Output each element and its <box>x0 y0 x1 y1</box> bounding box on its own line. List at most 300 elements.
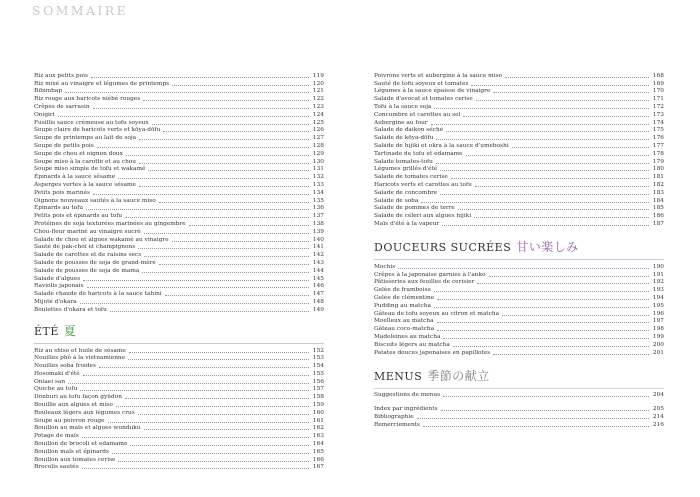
toc-leader-dots <box>108 422 309 423</box>
toc-entry <box>374 80 664 88</box>
toc-leader-dots <box>159 264 309 265</box>
toc-entry <box>374 286 664 294</box>
toc-leader-dots <box>65 92 309 93</box>
toc-entry-page: 196 <box>652 310 664 317</box>
toc-entry-page: 132 <box>312 174 324 181</box>
toc-entry <box>34 103 324 111</box>
toc-entry-page: 178 <box>652 150 664 157</box>
toc-entry-label: Concombre et carottes au sel <box>374 111 461 118</box>
toc-leader-dots <box>505 77 649 78</box>
toc-leader-dots <box>172 241 309 242</box>
toc-entry-label: Soupe de petits pois <box>34 142 94 149</box>
toc-leader-dots <box>93 194 309 195</box>
toc-leader-dots <box>436 163 649 164</box>
toc-entry-label: Oignons nouveaux sautés à la sauce miso <box>34 197 156 204</box>
toc-entry-label: Petits pois et épinards au tofu <box>34 213 123 220</box>
toc-entry <box>374 134 664 142</box>
toc-entry-label: Bouillie aux algues et miso <box>34 402 113 409</box>
toc-entry <box>34 448 324 456</box>
toc-entry-label: Salade de tomates cerise <box>374 174 448 181</box>
section-douceurs-rule <box>374 259 664 260</box>
toc-entry <box>34 142 324 150</box>
toc-leader-dots <box>437 299 649 300</box>
toc-entry-page: 198 <box>652 326 664 333</box>
toc-entry-page: 147 <box>312 291 324 298</box>
toc-entry-label: Épinards au tofu <box>34 205 84 212</box>
toc-entry-label: Salade tomates-tofu <box>374 158 433 165</box>
toc-entry-label: Fusillis sauce crémeuse au tofu soyeux <box>34 119 149 126</box>
toc-leader-dots <box>502 315 649 316</box>
toc-leader-dots <box>434 108 649 109</box>
toc-leader-dots <box>440 170 649 171</box>
toc-entry <box>34 275 324 283</box>
toc-entry-label: Bouillon de brocoli et edamame <box>34 441 128 448</box>
toc-entry-label: Poivrons verts et aubergine à la sauce miso <box>374 72 502 79</box>
toc-entry <box>34 244 324 252</box>
toc-leader-dots <box>440 194 649 195</box>
toc-entry-label: Salade de kōya-dōfu <box>374 135 434 142</box>
toc-leader-dots <box>142 272 309 273</box>
toc-entry <box>34 251 324 259</box>
toc-leader-dots <box>83 375 309 376</box>
toc-entry-page: 137 <box>312 213 324 220</box>
toc-entry <box>374 181 664 189</box>
toc-entry-label: Petits pois marinés <box>34 189 90 196</box>
toc-entry-label: Gelée de clémentine <box>374 294 435 301</box>
toc-entry <box>34 181 324 189</box>
toc-entry-page: 153 <box>312 355 324 362</box>
toc-entry-page: 155 <box>312 370 324 377</box>
toc-entry-page: 170 <box>652 88 664 95</box>
toc-entry-label: Salade de hijiki et okra à la sauce d'umeboshi <box>374 142 509 149</box>
toc-leader-dots <box>87 287 309 288</box>
section-douceurs-title: DOUCEURS SUCRÉES <box>374 240 512 254</box>
toc-entry-label: Bibliographie <box>374 413 414 420</box>
toc-leader-dots <box>441 410 649 411</box>
toc-leader-dots <box>118 178 309 179</box>
toc-entry-page: 158 <box>312 394 324 401</box>
toc-leader-dots <box>143 100 309 101</box>
toc-entry-label: Salade de pommes de terre <box>374 205 455 212</box>
toc-entry-label: Chou-fleur mariné au vinaigre sucré <box>34 228 141 235</box>
toc-entry-label: Salade de céleri aux algues hijiki <box>374 213 472 220</box>
toc-leader-dots <box>477 283 649 284</box>
toc-entry-page: 214 <box>652 413 664 420</box>
toc-leader-dots <box>163 131 309 132</box>
toc-list-menus <box>374 392 664 400</box>
toc-leader-dots <box>434 291 649 292</box>
toc-leader-dots <box>86 209 309 210</box>
toc-entry <box>374 263 664 271</box>
toc-entry-page: 167 <box>312 464 324 471</box>
toc-leader-dots <box>144 233 309 234</box>
toc-entry-page: 169 <box>652 80 664 87</box>
section-menus-title: MENUS <box>374 369 423 383</box>
toc-entry-page: 199 <box>652 333 664 340</box>
toc-entry-page: 130 <box>312 158 324 165</box>
toc-entry-page: 168 <box>652 72 664 79</box>
toc-entry-page: 123 <box>312 103 324 110</box>
toc-entry-label: Salade de concombre <box>374 189 438 196</box>
toc-entry-page: 171 <box>652 96 664 103</box>
toc-entry-page: 125 <box>312 119 324 126</box>
toc-leader-dots <box>118 461 309 462</box>
toc-leader-dots <box>91 77 309 78</box>
toc-entry-label: Salade d'avocat et tomates cerise <box>374 96 473 103</box>
toc-entry <box>34 236 324 244</box>
toc-entry <box>374 413 664 421</box>
toc-entry-label: Crêpes de sarrasin <box>34 103 90 110</box>
toc-leader-dots <box>493 92 649 93</box>
toc-entry-label: Raviolis japonais <box>34 283 84 290</box>
toc-entry-page: 148 <box>312 298 324 305</box>
toc-leader-dots <box>125 217 309 218</box>
toc-entry <box>374 72 664 80</box>
toc-leader-dots <box>443 338 649 339</box>
toc-entry <box>374 294 664 302</box>
toc-entry-label: Nouilles phô à la vietnamienne <box>34 355 126 362</box>
toc-entry-page: 166 <box>312 456 324 463</box>
toc-leader-dots <box>126 155 309 156</box>
toc-entry <box>374 197 664 205</box>
toc-entry-label: Brocolis sautés <box>34 464 79 471</box>
toc-entry-page: 152 <box>312 347 324 354</box>
toc-entry-label: Gâteau de tofu soyeux au citron et matcha <box>374 310 500 317</box>
section-ete-rule <box>34 343 324 344</box>
toc-entry <box>34 127 324 135</box>
toc-entry-label: Soupe claire de haricots verts et kōya-dōfu <box>34 127 161 134</box>
toc-entry-label: Gâteau coco-matcha <box>374 326 435 333</box>
toc-entry-label: Soupe de chou et oignon doux <box>34 150 123 157</box>
toc-entry-page: 175 <box>652 127 664 134</box>
toc-entry-label: Patates douces japonaises en papillotes <box>374 349 491 356</box>
toc-leader-dots <box>398 268 649 269</box>
toc-leader-dots <box>443 396 649 397</box>
toc-leader-dots <box>138 414 309 415</box>
toc-entry-label: Pudding au matcha <box>374 302 431 309</box>
toc-entry <box>34 362 324 370</box>
toc-entry-page: 133 <box>312 181 324 188</box>
toc-leader-dots <box>446 131 649 132</box>
toc-entry-label: Salade de pousses de soja de mama <box>34 267 140 274</box>
toc-entry <box>374 271 664 279</box>
toc-entry <box>374 310 664 318</box>
toc-entry <box>34 347 324 355</box>
toc-entry-page: 180 <box>652 166 664 173</box>
toc-entry-label: Soupe au poivron rouge <box>34 417 105 424</box>
toc-entry-page: 156 <box>312 378 324 385</box>
toc-entry-label: Soupe miso à la carotte et au chou <box>34 158 137 165</box>
toc-entry <box>34 306 324 314</box>
section-menus-heading <box>374 367 664 384</box>
toc-entry <box>34 298 324 306</box>
toc-entry-page: 177 <box>652 142 664 149</box>
toc-leader-dots <box>476 100 649 101</box>
toc-leader-dots <box>453 346 649 347</box>
toc-entry <box>374 421 664 429</box>
toc-entry-page: 201 <box>652 349 664 356</box>
toc-entry <box>34 119 324 127</box>
toc-entry <box>374 166 664 174</box>
toc-entry-label: Hosomaki d'été <box>34 370 80 377</box>
toc-entry-label: Moelleux au matcha <box>374 318 434 325</box>
toc-entry-label: Potage de maïs <box>34 433 79 440</box>
toc-entry-label: Salade d'algues <box>34 275 81 282</box>
toc-entry <box>374 173 664 181</box>
toc-entry <box>374 95 664 103</box>
toc-list-ete <box>34 347 324 472</box>
toc-leader-dots <box>423 426 649 427</box>
toc-leader-dots <box>437 322 649 323</box>
toc-entry-page: 191 <box>652 271 664 278</box>
toc-entry <box>34 401 324 409</box>
toc-leader-dots <box>58 116 309 117</box>
toc-entry-page: 197 <box>652 318 664 325</box>
toc-list-douceurs <box>374 263 664 357</box>
toc-entry-page: 129 <box>312 150 324 157</box>
toc-entry-label: Onigiri <box>34 111 55 118</box>
toc-entry <box>34 158 324 166</box>
toc-entry-page: 163 <box>312 433 324 440</box>
toc-entry-page: 134 <box>312 189 324 196</box>
toc-leader-dots <box>144 429 310 430</box>
section-ete-heading <box>34 322 324 339</box>
toc-entry-page: 122 <box>312 96 324 103</box>
toc-leader-dots <box>138 248 309 249</box>
toc-leader-dots <box>139 139 309 140</box>
toc-entry-page: 186 <box>652 213 664 220</box>
toc-left-column <box>34 72 324 471</box>
toc-entry-page: 182 <box>652 181 664 188</box>
toc-entry-page: 205 <box>652 406 664 413</box>
toc-entry-page: 136 <box>312 205 324 212</box>
toc-leader-dots <box>148 170 309 171</box>
toc-entry <box>374 220 664 228</box>
toc-entry-page: 144 <box>312 267 324 274</box>
toc-entry <box>34 228 324 236</box>
toc-leader-dots <box>434 307 649 308</box>
section-douceurs-kanji: 甘い楽しみ <box>516 239 579 254</box>
toc-entry-label: Bibimbap <box>34 88 63 95</box>
toc-entry-page: 162 <box>312 425 324 432</box>
toc-entry-label: Salade chaude de haricots à la sauce tahini <box>34 291 162 298</box>
toc-leader-dots <box>139 186 309 187</box>
toc-leader-dots <box>128 359 309 360</box>
section-menus-rule <box>374 388 664 389</box>
toc-leader-dots <box>82 468 309 469</box>
toc-entry-label: Sauté de tofu soyeux et tomates <box>374 80 469 87</box>
section-douceurs-heading <box>374 238 664 255</box>
toc-leader-dots <box>442 225 649 226</box>
toc-entry <box>34 456 324 464</box>
toc-entry <box>34 134 324 142</box>
toc-leader-dots <box>129 352 309 353</box>
toc-entry <box>374 341 664 349</box>
toc-entry <box>374 333 664 341</box>
toc-entry-label: Riz au shiso et huile de sésame <box>34 347 126 354</box>
toc-leader-dots <box>80 303 309 304</box>
toc-entry-label: Suggestions de menus <box>374 392 441 399</box>
toc-entry <box>374 88 664 96</box>
toc-leader-dots <box>112 453 309 454</box>
toc-entry <box>374 349 664 357</box>
section-menus-kanji: 季節の献立 <box>427 368 490 383</box>
toc-entry <box>34 370 324 378</box>
toc-entry-label: Légumes grillés d'été <box>374 166 438 173</box>
toc-entry-label: Index par ingrédients <box>374 406 438 413</box>
toc-entry <box>374 189 664 197</box>
section-ete-title: ÉTÉ <box>34 324 59 338</box>
toc-entry <box>374 111 664 119</box>
toc-entry-page: 200 <box>652 341 664 348</box>
toc-entry <box>374 279 664 287</box>
toc-entry-page: 192 <box>652 279 664 286</box>
toc-entry-page: 187 <box>652 220 664 227</box>
toc-entry-page: 185 <box>652 205 664 212</box>
toc-entry-page: 179 <box>652 158 664 165</box>
toc-list-spring <box>34 72 324 314</box>
toc-leader-dots <box>471 85 649 86</box>
toc-entry <box>34 386 324 394</box>
toc-entry <box>374 119 664 127</box>
toc-entry <box>374 142 664 150</box>
toc-entry-label: Riz rouge aux haricots niébé rouges <box>34 96 141 103</box>
toc-leader-dots <box>466 155 649 156</box>
toc-entry-page: 193 <box>652 287 664 294</box>
toc-entry <box>34 205 324 213</box>
toc-entry-label: Nouilles soba froides <box>34 363 96 370</box>
toc-entry <box>34 378 324 386</box>
toc-entry-label: Aubergine au four <box>374 119 428 126</box>
toc-entry <box>34 197 324 205</box>
toc-entry-page: 173 <box>652 111 664 118</box>
toc-leader-dots <box>68 383 309 384</box>
toc-entry-page: 176 <box>652 135 664 142</box>
toc-leader-dots <box>99 367 309 368</box>
toc-entry-page: 128 <box>312 142 324 149</box>
toc-entry-label: Bouillon au maïs et algues wunduku <box>34 425 141 432</box>
toc-entry-page: 119 <box>312 72 324 79</box>
toc-entry <box>34 80 324 88</box>
toc-entry <box>34 283 324 291</box>
toc-entry-label: Boulettes d'okara et tofu <box>34 306 107 313</box>
toc-entry <box>34 290 324 298</box>
toc-entry-page: 190 <box>652 263 664 270</box>
toc-entry <box>34 189 324 197</box>
toc-entry <box>34 95 324 103</box>
toc-entry <box>34 355 324 363</box>
toc-entry-label: Soupe de printemps au lait de soja <box>34 135 137 142</box>
toc-entry-label: Riz mixé au vinaigre et légumes de printemps <box>34 80 170 87</box>
toc-entry-label: Salade de daikon séché <box>374 127 444 134</box>
toc-entry-label: Tofu à la sauce soja <box>374 103 432 110</box>
toc-entry <box>374 150 664 158</box>
toc-entry-label: Tartinade de tofu et edamame <box>374 150 463 157</box>
toc-entry <box>34 267 324 275</box>
section-ete-kanji: 夏 <box>63 323 77 338</box>
toc-entry-label: Sauté de pak-choï et champignons <box>34 244 136 251</box>
toc-entry-page: 146 <box>312 283 324 290</box>
toc-leader-dots <box>144 256 309 257</box>
toc-entry <box>374 392 664 400</box>
toc-leader-dots <box>139 163 309 164</box>
toc-entry <box>34 464 324 472</box>
toc-entry-page: 159 <box>312 402 324 409</box>
toc-leader-dots <box>189 225 309 226</box>
toc-entry-label: Mochis <box>374 263 396 270</box>
toc-entry <box>34 432 324 440</box>
toc-entry-page: 165 <box>312 448 324 455</box>
toc-entry-label: Maïs d'été à la vapeur <box>374 220 440 227</box>
toc-entry-page: 140 <box>312 236 324 243</box>
toc-entry <box>34 72 324 80</box>
toc-entry <box>34 440 324 448</box>
toc-leader-dots <box>474 217 649 218</box>
toc-entry-page: 184 <box>652 197 664 204</box>
toc-entry-label: Biscuits légers au matcha <box>374 341 450 348</box>
toc-leader-dots <box>159 202 309 203</box>
toc-entry-label: Riz aux petits pois <box>34 72 88 79</box>
toc-entry <box>34 425 324 433</box>
toc-leader-dots <box>97 147 309 148</box>
toc-entry <box>34 212 324 220</box>
toc-entry-label: Mijoté d'okara <box>34 298 77 305</box>
toc-entry-page: 204 <box>652 392 664 399</box>
toc-entry-label: Donburi au tofu façon gyūdon <box>34 394 122 401</box>
toc-entry-label: Pâtisseries aux feuilles de cerisier <box>374 279 475 286</box>
toc-entry-page: 174 <box>652 119 664 126</box>
toc-leader-dots <box>83 280 309 281</box>
toc-entry-label: Remerciements <box>374 421 420 428</box>
toc-entry <box>34 111 324 119</box>
toc-entry-page: 216 <box>652 421 664 428</box>
toc-entry-page: 127 <box>312 135 324 142</box>
toc-list-ete-continued <box>374 72 664 228</box>
toc-entry <box>374 325 664 333</box>
toc-leader-dots <box>493 354 649 355</box>
toc-entry <box>374 205 664 213</box>
toc-entry <box>34 88 324 96</box>
toc-entry-page: 135 <box>312 197 324 204</box>
toc-leader-dots <box>125 398 309 399</box>
toc-entry-label: Gelée de framboise <box>374 287 431 294</box>
toc-entry-label: Crêpes à la japonaise garnies à l'anko <box>374 271 486 278</box>
toc-entry-page: 181 <box>652 174 664 181</box>
toc-leader-dots <box>431 124 649 125</box>
toc-entry-page: 121 <box>312 88 324 95</box>
toc-entry-page: 131 <box>312 166 324 173</box>
toc-entry-page: 195 <box>652 302 664 309</box>
toc-leader-dots <box>116 406 309 407</box>
toc-entry <box>34 150 324 158</box>
toc-leader-dots <box>437 330 649 331</box>
toc-entry <box>34 259 324 267</box>
toc-entry-page: 164 <box>312 441 324 448</box>
toc-entry-page: 161 <box>312 417 324 424</box>
toc-leader-dots <box>130 445 309 446</box>
toc-entry-page: 154 <box>312 363 324 370</box>
toc-entry <box>374 158 664 166</box>
toc-entry-page: 194 <box>652 294 664 301</box>
toc-entry-label: Oniaei san <box>34 378 66 385</box>
toc-entry-page: 183 <box>652 189 664 196</box>
toc-entry-page: 142 <box>312 252 324 259</box>
toc-leader-dots <box>475 186 649 187</box>
toc-entry-page: 145 <box>312 275 324 282</box>
toc-entry <box>374 405 664 413</box>
toc-entry-page: 126 <box>312 127 324 134</box>
toc-entry-label: Quiche au tofu <box>34 386 78 393</box>
